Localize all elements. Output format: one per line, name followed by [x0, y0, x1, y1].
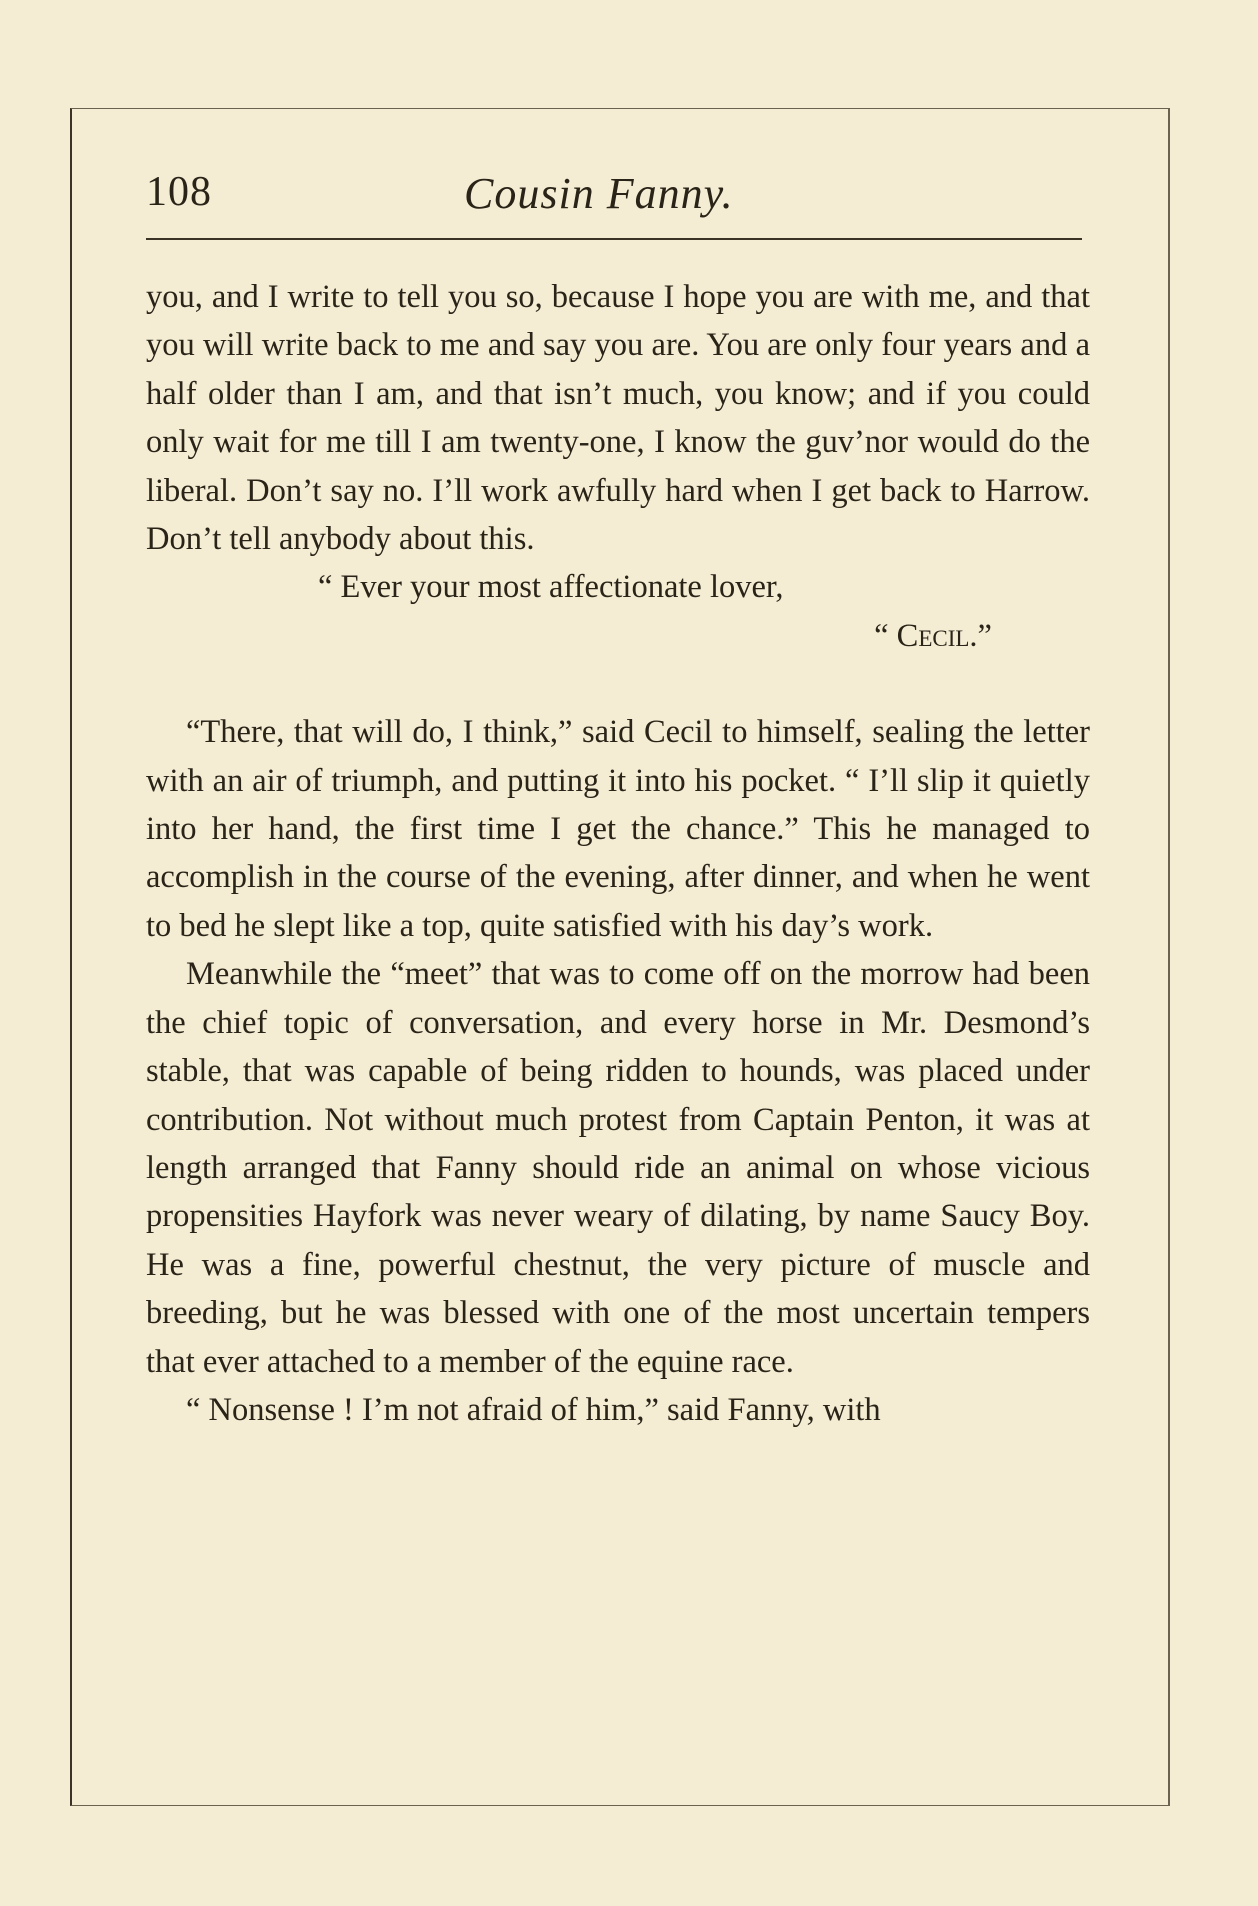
page-body	[146, 273, 1090, 1434]
letter-signoff: “ Ever your most affectionate lover,	[318, 569, 784, 606]
letter-body: you, and I write to tell you so, because I hope you are with me, and that you will write back to me and say you are. You are only four years and a half older than I am, and that isn’t much, you know; and if you could only wait for me till I am twenty-one, I know the guv’nor would do the liberal. Don’t say no. I’ll work awfully hard when I get back to Harrow. Don’t tell anybody about this.	[146, 279, 1090, 558]
running-title: Cousin Fanny.	[464, 169, 734, 218]
page-number: 108	[146, 169, 212, 215]
page-header	[146, 168, 1082, 228]
paragraph: Meanwhile the “meet” that was to come off on the morrow had been the chief topic of conversation, and every horse in Mr. Desmond’s stable, that was capable of being ridden to hounds, was placed under contribution. Not without much protest from Captain Penton, it was at length arranged that Fanny should ride an animal on whose vicious propensities Hayfork was never weary of dilating, by name Saucy Boy. He was a fine, powerful chestnut, the very picture of muscle and breeding, but he was blessed with one of the most uncertain tempers that ever attached to a member of the equine race.	[146, 956, 1090, 1380]
header-rule	[146, 238, 1082, 240]
section-gap	[146, 660, 1090, 708]
letter-signature: “ Cecil.”	[874, 617, 992, 654]
paragraph: “There, that will do, I think,” said Cecil to himself, sealing the letter with an air of triumph, and putting it into his pocket. “ I’ll slip it quietly into her hand, the first time I get the chance.” This he managed to accomplish in the course of the evening, after dinner, and when he went to bed he slept like a top, quite satisfied with his day’s work.	[146, 714, 1090, 944]
paragraph: “ Nonsense ! I’m not afraid of him,” said Fanny, with	[186, 1391, 881, 1428]
